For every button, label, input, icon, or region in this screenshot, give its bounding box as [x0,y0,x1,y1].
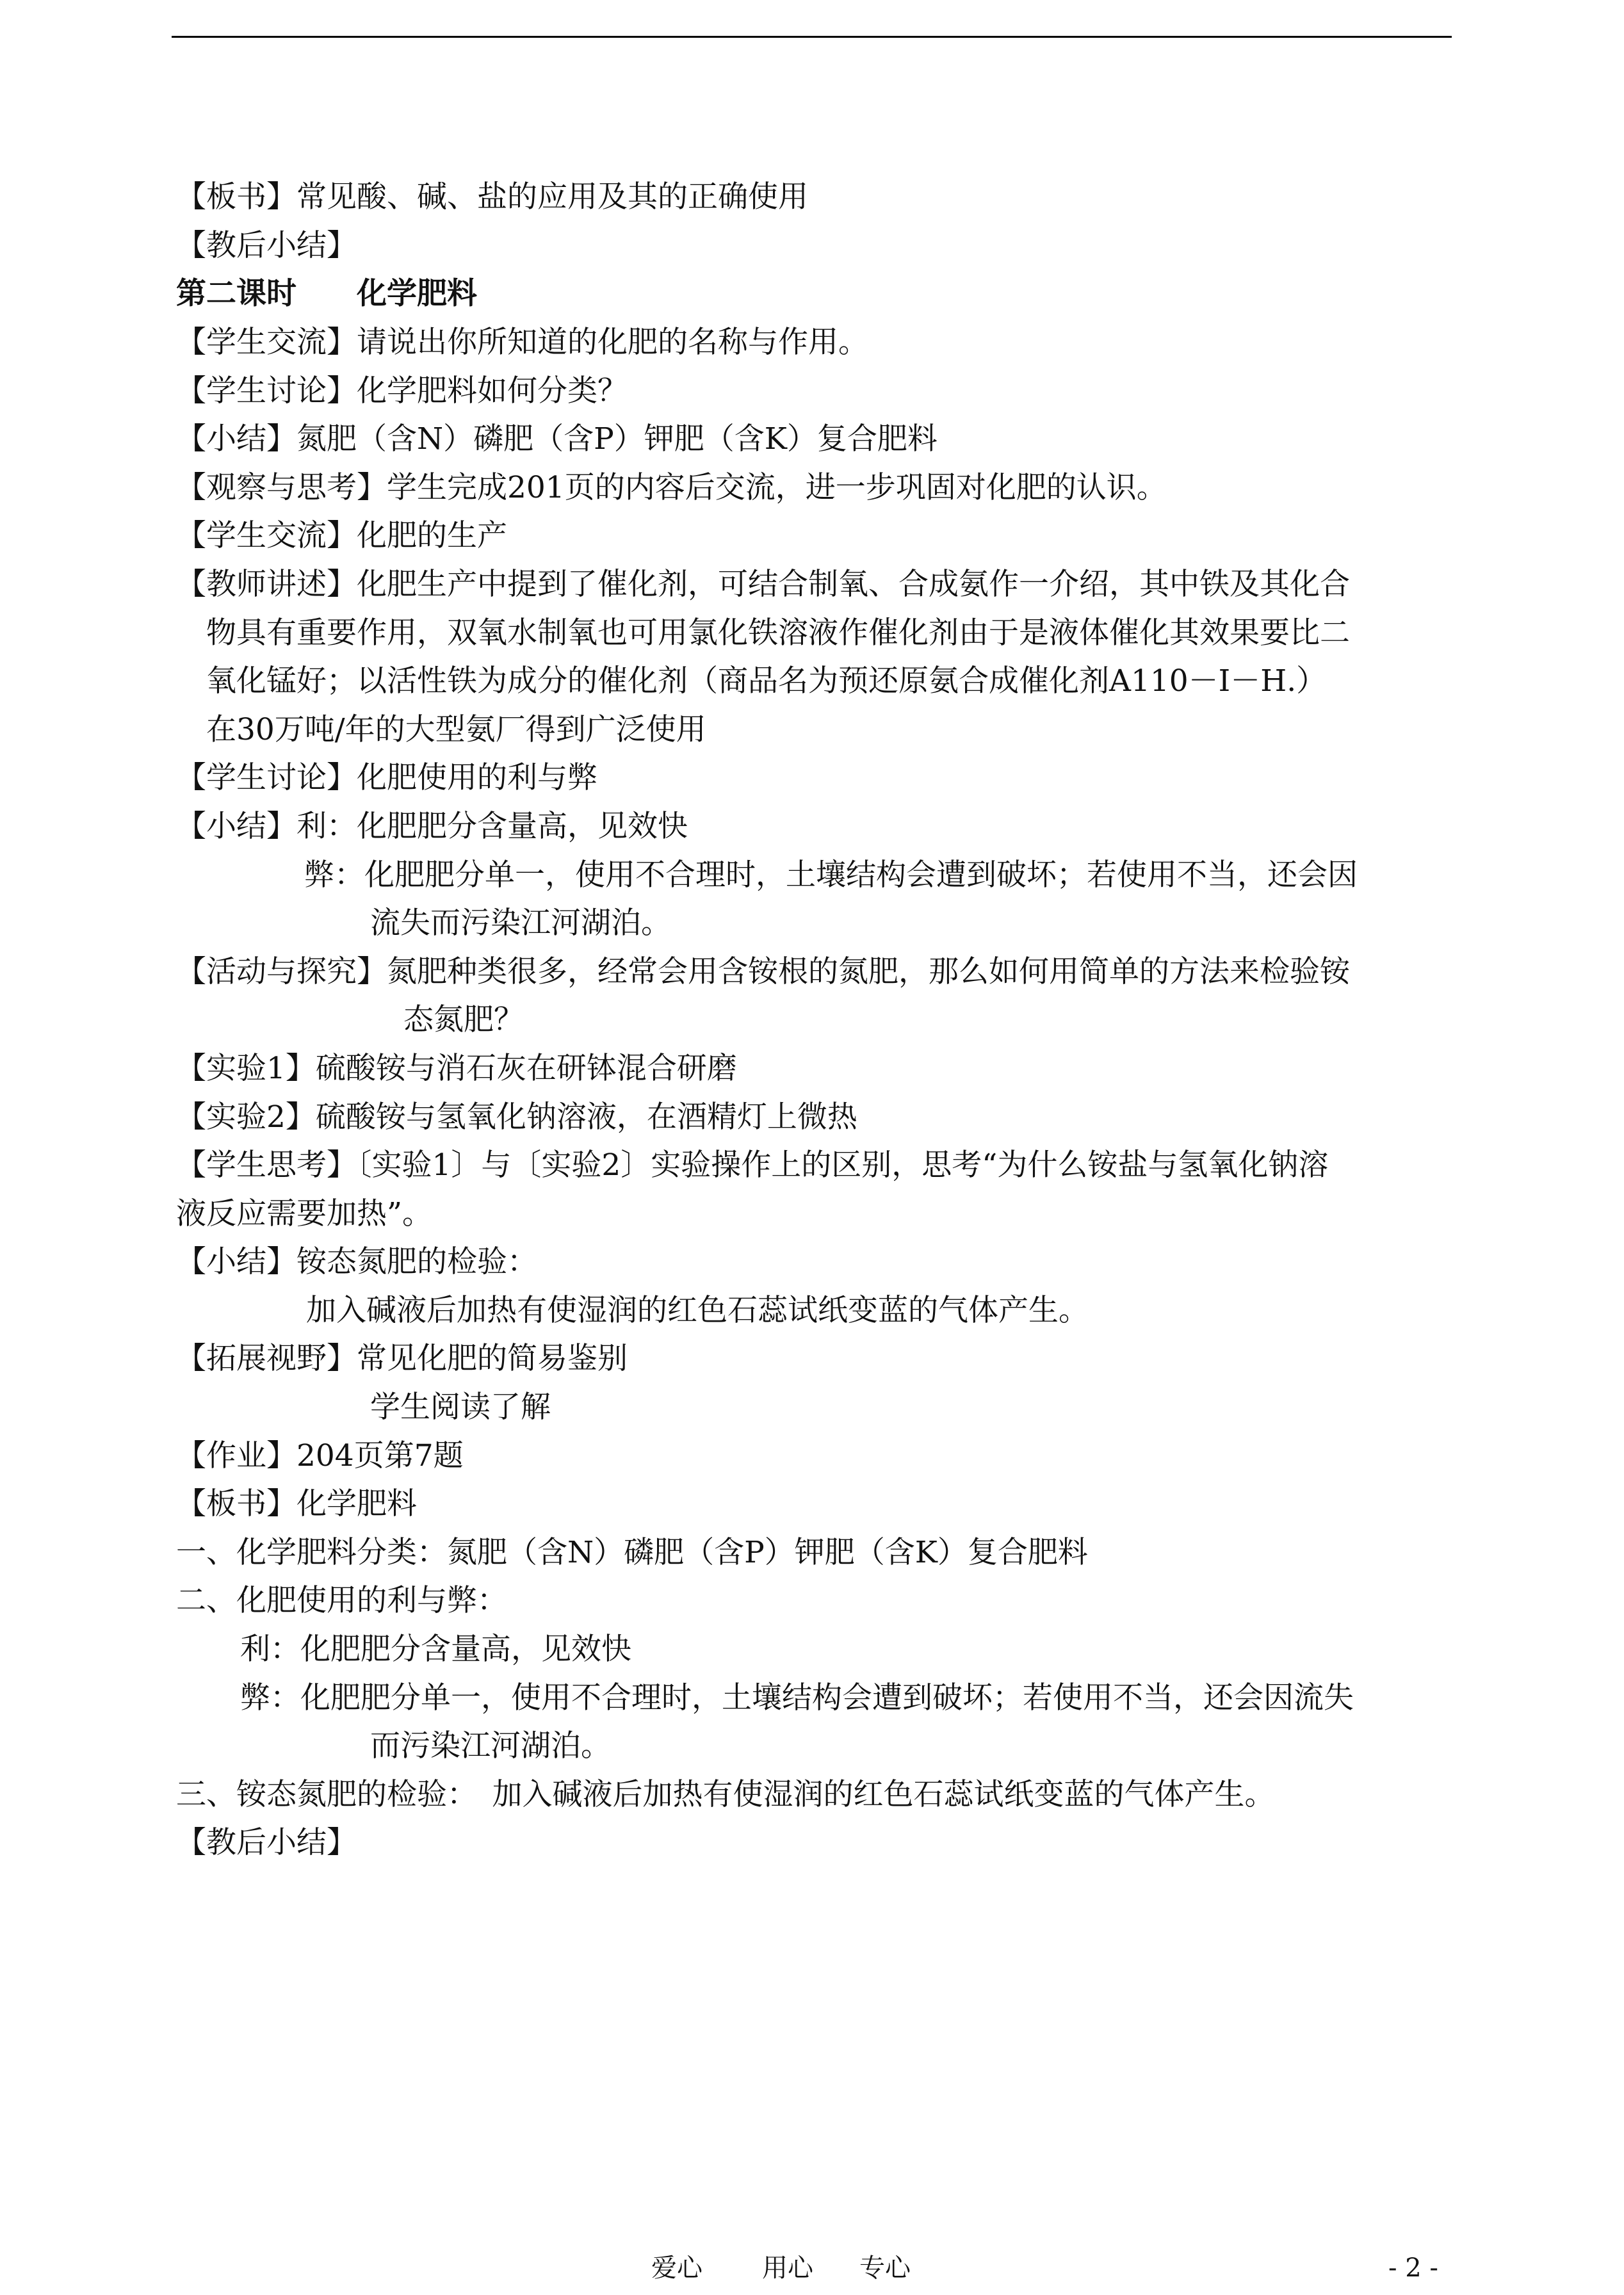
text-line: 【学生讨论】化肥使用的利与弊 [176,760,597,795]
text-line: 氧化锰好；以活性铁为成分的催化剂（商品名为预还原氨合成催化剂A110－Ⅰ－H.） [206,663,1327,699]
text-line: 【实验1】硫酸铵与消石灰在研钵混合研磨 [176,1051,737,1086]
text-line: 而污染江河湖泊。 [370,1728,611,1764]
text-line: 在30万吨/年的大型氨厂得到广泛使用 [206,712,706,747]
text-line: 三、铵态氮肥的检验： 加入碱液后加热有使湿润的红色石蕊试纸变蓝的气体产生。 [176,1777,1275,1812]
text-line: 物具有重要作用，双氧水制氧也可用氯化铁溶液作催化剂由于是液体催化其效果要比二 [206,615,1350,651]
footer-motto: 爱心 [651,2253,702,2283]
section-heading: 第二课时 化学肥料 [176,276,477,311]
text-line: 态氮肥？ [403,1002,524,1037]
text-line: 【板书】化学肥料 [176,1486,417,1521]
text-line: 流失而污染江河湖泊。 [370,905,671,941]
text-line: 【教后小结】 [176,1825,357,1860]
text-line: 加入碱液后加热有使湿润的红色石蕊试纸变蓝的气体产生。 [306,1293,1089,1328]
text-line: 弊：化肥肥分单一，使用不合理时，土壤结构会遭到破坏；若使用不当，还会因流失 [240,1680,1354,1715]
text-line: 【板书】常见酸、碱、盐的应用及其的正确使用 [176,179,808,215]
footer-motto: 专心 [859,2253,911,2283]
text-line: 【学生讨论】化学肥料如何分类？ [176,373,628,409]
text-line: 一、化学肥料分类：氮肥（含N）磷肥（含P）钾肥（含K）复合肥料 [176,1535,1088,1570]
text-line: 【小结】铵态氮肥的检验： [176,1244,537,1279]
text-line: 【观察与思考】学生完成201页的内容后交流，进一步巩固对化肥的认识。 [176,470,1167,505]
text-line: 【学生交流】请说出你所知道的化肥的名称与作用。 [176,325,868,360]
text-line: 【小结】利：化肥肥分含量高，见效快 [176,809,688,844]
text-line: 【学生思考】〔实验1〕与〔实验2〕实验操作上的区别，思考“为什么铵盐与氢氧化钠溶 [176,1148,1329,1183]
text-line: 【作业】204页第7题 [176,1438,464,1473]
text-line: 二、化肥使用的利与弊： [176,1583,507,1618]
text-line: 【小结】氮肥（含N）磷肥（含P）钾肥（含K）复合肥料 [176,421,938,457]
text-line: 液反应需要加热”。 [176,1196,433,1231]
text-line: 【教师讲述】化肥生产中提到了催化剂，可结合制氧、合成氨作一介绍，其中铁及其化合 [176,567,1350,602]
text-line: 【实验2】硫酸铵与氢氧化钠溶液，在酒精灯上微热 [176,1099,857,1135]
header-rule [172,36,1452,38]
page-number: - 2 - [1388,2253,1438,2283]
text-line: 【学生交流】化肥的生产 [176,518,507,553]
text-line: 【教后小结】 [176,228,357,263]
text-line: 弊：化肥肥分单一，使用不合理时，土壤结构会遭到破坏；若使用不当，还会因 [304,857,1358,893]
text-line: 【活动与探究】氮肥种类很多，经常会用含铵根的氮肥，那么如何用简单的方法来检验铵 [176,954,1350,989]
footer-motto: 用心 [762,2253,813,2283]
text-line: 利：化肥肥分含量高，见效快 [240,1632,631,1667]
text-line: 学生阅读了解 [370,1390,551,1425]
text-line: 【拓展视野】常见化肥的简易鉴别 [176,1341,628,1376]
